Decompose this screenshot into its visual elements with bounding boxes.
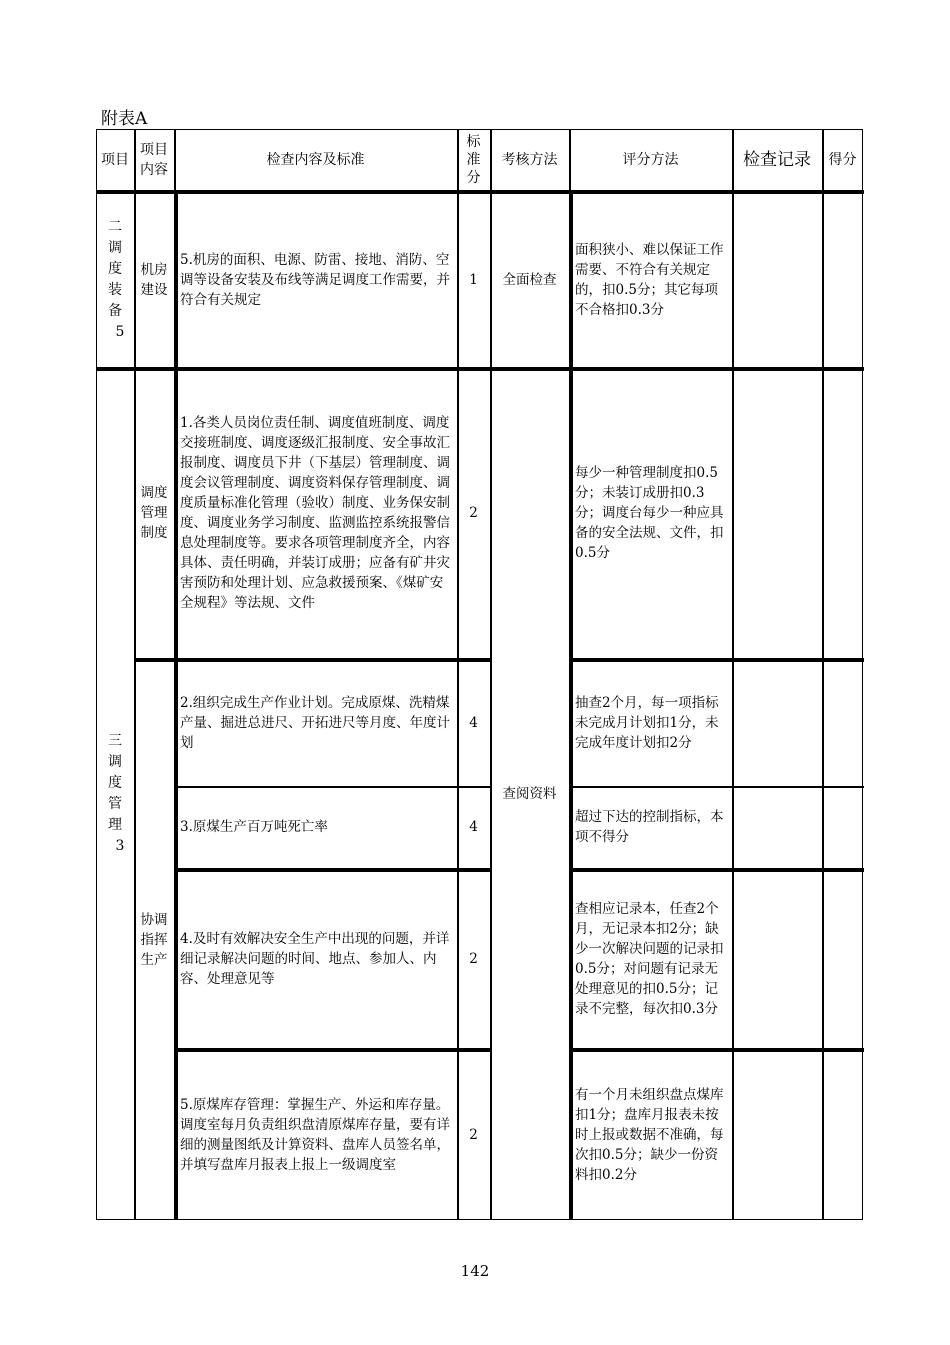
row-score: 4 <box>469 819 478 835</box>
row-content: 4.及时有效解决安全生产中出现的问题，并详细记录解决问题的时间、地点、参加人、内容、处理意见等 <box>180 931 450 987</box>
header-method: 考核方法 <box>501 152 558 168</box>
row-content: 1.各类人员岗位责任制、调度值班制度、调度交接班制度、调度逐级汇报制度、安全事故汇报制度、调度员下井（下基层）管理制度、调度会议管理制度、调度资料保存管理制度、调度质量标准化管理（验收）制度、业务保安制度、调度业务学习制度、监测监控系统报警信息处理制度等。要求各项管理制度齐全，内容具体、责任明确，并装订成册；应备有矿井灾害预防和处理计划、应急救援预案、《煤矿安全规程》等法规、文件 <box>180 415 450 611</box>
section-equipment: 二 调 度 装 备 5 <box>108 218 125 340</box>
merged-method: 查阅资料 <box>502 785 557 802</box>
row-scoring: 面积狭小、难以保证工作需要、不符合有关规定的，扣0.5分；其它每项不合格扣0.3分 <box>575 241 724 318</box>
subitem-machine-room: 机房 建设 <box>140 261 168 298</box>
header-check-content: 检查内容及标准 <box>266 152 365 168</box>
subitem-management-system: 调度 管理 制度 <box>140 485 168 541</box>
header-item: 项目 <box>101 152 129 168</box>
row-content: 3.原煤生产百万吨死亡率 <box>180 819 328 835</box>
appendix-label: 附表A <box>101 109 148 129</box>
row-scoring: 查相应记录本，任查2个月，无记录本扣2分；缺少一次解决问题的记录扣0.5分；对问题有记录无处理意见的扣0.5分；记录不完整，每次扣0.3分 <box>575 901 724 1017</box>
row-content: 5.机房的面积、电源、防雷、接地、消防、空调等设备安装及布线等满足调度工作需要，并符合有关规定 <box>180 251 450 308</box>
row-score: 2 <box>469 951 478 967</box>
row-score: 2 <box>469 505 478 521</box>
row-scoring: 抽查2个月，每一项指标未完成月计划扣1分，未完成年度计划扣2分 <box>575 695 719 751</box>
row-content: 2.组织完成生产作业计划。完成原煤、洗精煤产量、掘进总进尺、开拓进尺等月度、年度计划 <box>180 695 450 751</box>
page-number: 142 <box>460 1262 490 1280</box>
section-management: 三 调 度 管 理 3 <box>108 732 125 854</box>
row-scoring: 超过下达的控制指标，本项不得分 <box>575 809 724 845</box>
row-content: 5.原煤库存管理：掌握生产、外运和库存量。调度室每月负责组织盘清原煤库存量，要有详细的测量图纸及计算资料、盘库人员签名单，并填写盘库月报表上报上一级调度室 <box>180 1096 450 1173</box>
header-scoring: 评分方法 <box>622 152 679 168</box>
row-score: 4 <box>469 715 478 731</box>
header-score: 得分 <box>828 152 857 168</box>
header-standard-score: 标 准 分 <box>466 134 481 186</box>
row-method: 全面检查 <box>502 271 557 288</box>
row-score: 2 <box>469 1126 478 1143</box>
header-item-content: 项目 内容 <box>140 142 168 178</box>
header-record: 检查记录 <box>743 150 811 170</box>
row-scoring: 每少一种管理制度扣0.5分；未装订成册扣0.3分；调度台每少一种应具备的安全法规、文件，扣0.5分 <box>575 465 724 561</box>
subitem-coordination: 协调 指挥 生产 <box>140 911 168 968</box>
row-score: 1 <box>469 271 478 288</box>
row-scoring: 有一个月未组织盘点煤库扣1分；盘库月报表未按时上报或数据不准确，每次扣0.5分；缺少一份资料扣0.2分 <box>575 1086 724 1183</box>
